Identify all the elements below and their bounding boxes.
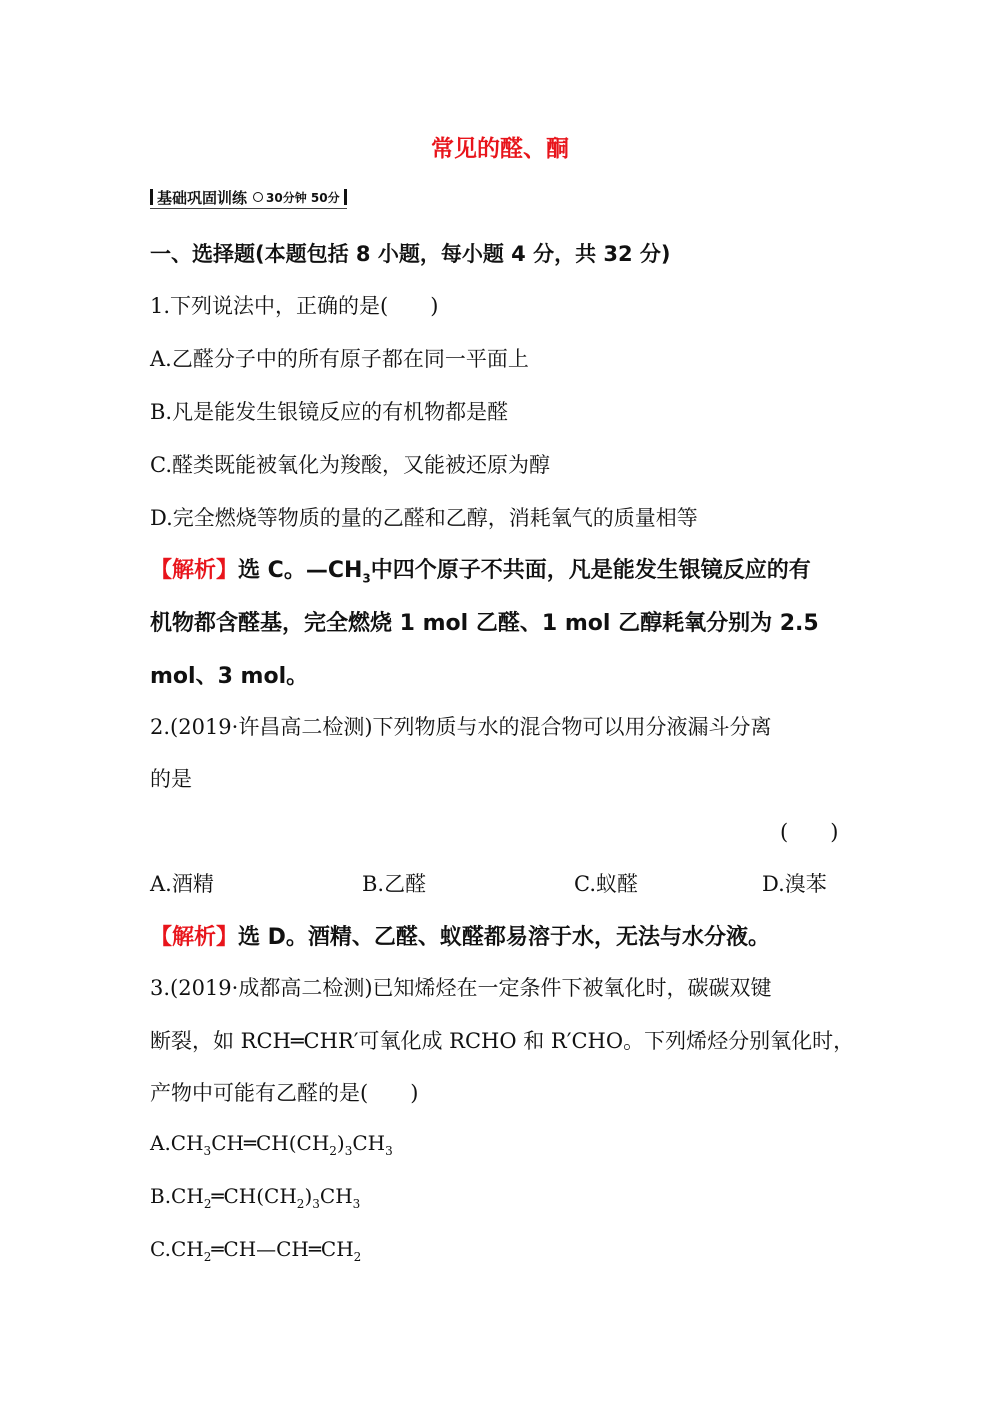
q2-option-a: A.酒精 — [150, 872, 214, 896]
page-title: 常见的醛、酮 — [431, 136, 569, 162]
q2-explanation: 【解析】选 D。酒精、乙醛、蚁醛都易溶于水，无法与水分液。 — [150, 925, 770, 950]
banner-right-bar — [344, 189, 347, 205]
q1-option-c: C.醛类既能被氧化为羧酸，又能被还原为醇 — [150, 453, 550, 477]
q3-stem-line-3: 产物中可能有乙醛的是( ) — [150, 1081, 419, 1105]
q3-option-b: $B.CH_2═CH(CH_2)_3CH_3$ — [150, 1184, 361, 1211]
q1-option-b: B.凡是能发生银镜反应的有机物都是醛 — [150, 400, 509, 424]
q2-option-d: D.溴苯 — [762, 872, 827, 896]
q1-stem: 1.下列说法中，正确的是( ) — [150, 294, 439, 318]
section-heading: 一、选择题(本题包括 8 小题，每小题 4 分，共 32 分) — [150, 242, 671, 266]
clock-icon — [253, 192, 263, 202]
explanation-tag: 【解析】 — [150, 558, 239, 583]
q2-stem-line-2: 的是 — [150, 767, 192, 791]
q2-stem-line-1: 2.(2019·许昌高二检测)下列物质与水的混合物可以用分液漏斗分离 — [150, 715, 772, 739]
q1-explanation-line-2: 机物都含醛基，完全燃烧 1 mol 乙醛、1 mol 乙醇耗氧分别为 2.5 — [150, 611, 819, 636]
q3-option-c: $C.CH_2═CH—CH═CH_2$ — [150, 1237, 362, 1264]
q3-stem-line-2: 断裂，如 RCH═CHR′可氧化成 RCHO 和 R′CHO。下列烯烃分别氧化时， — [150, 1029, 855, 1053]
q2-answer-blank: ( ) — [780, 820, 839, 844]
banner-time: 30分钟 50分 — [266, 190, 340, 205]
q1-explanation-line-3: mol、3 mol。 — [150, 664, 309, 689]
banner-label: 基础巩固训练 — [157, 188, 248, 207]
q3-option-a: $A.CH_3CH═CH(CH_2)_3CH_3$ — [150, 1131, 393, 1158]
q2-option-b: B.乙醛 — [362, 872, 427, 896]
banner-left-bar — [150, 189, 153, 205]
q1-option-a: A.乙醛分子中的所有原子都在同一平面上 — [150, 347, 529, 371]
q3-stem-line-1: 3.(2019·成都高二检测)已知烯烃在一定条件下被氧化时，碳碳双键 — [150, 976, 772, 1000]
q1-option-d: D.完全燃烧等物质的量的乙醛和乙醇，消耗氧气的质量相等 — [150, 506, 698, 530]
q1-explanation-line-1: 【解析】选 C。$—CH_3$中四个原子不共面，凡是能发生银镜反应的有 — [150, 558, 811, 586]
section-banner — [150, 186, 347, 209]
explanation-tag: 【解析】 — [150, 925, 239, 950]
q2-option-c: C.蚁醛 — [574, 872, 638, 896]
